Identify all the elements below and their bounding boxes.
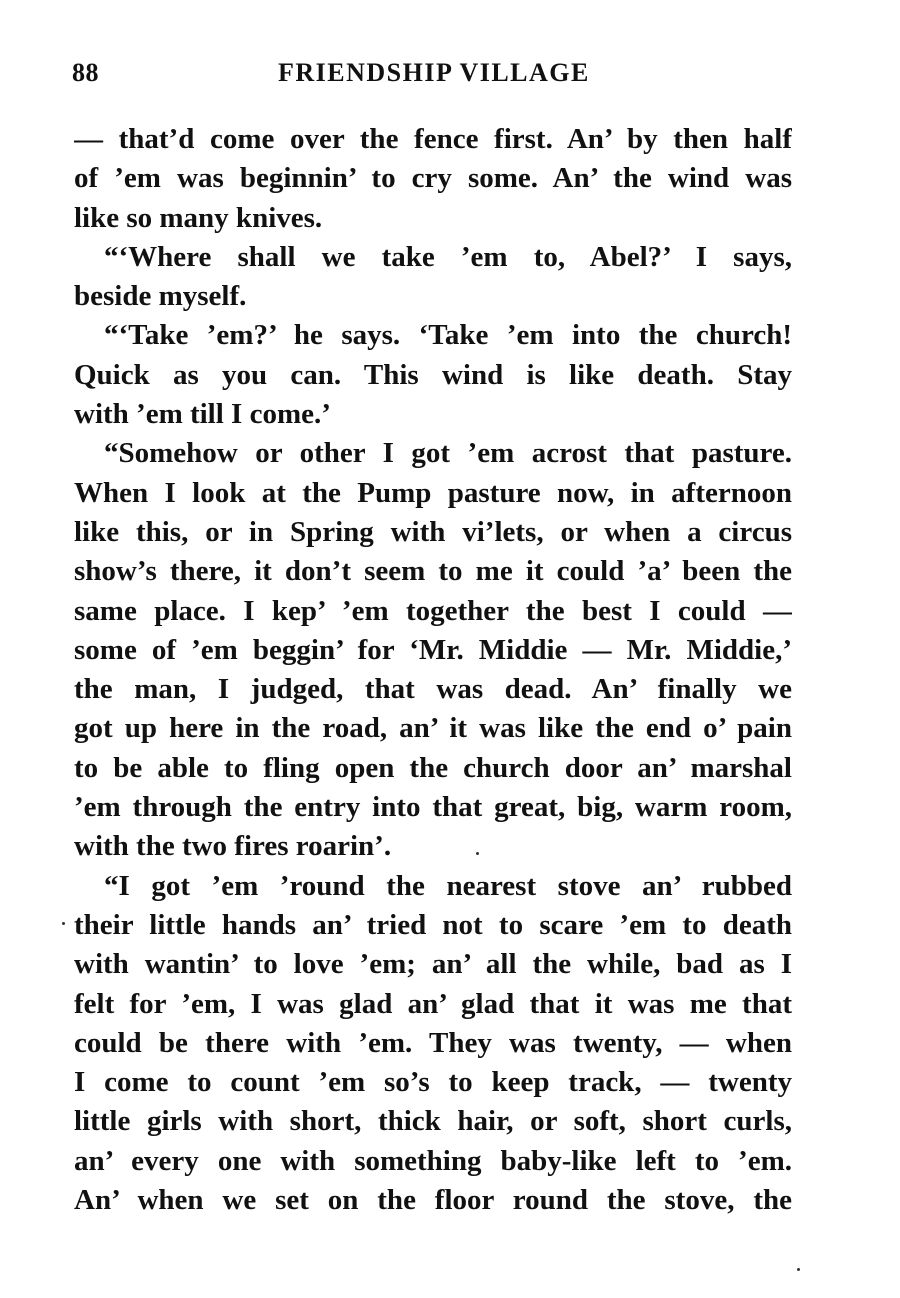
- text-line: some of ’em beggin’ for ‘Mr. Middie — Mr. Middie,’: [74, 633, 792, 666]
- text-line: same place. I kep’ ’em together the best I could —: [74, 594, 792, 627]
- text-line: the man, I judged, that was dead. An’ finally we: [74, 673, 792, 706]
- body-text: [74, 120, 792, 1220]
- scan-speck: [62, 922, 65, 925]
- running-head: [72, 58, 792, 94]
- text-line: felt for ’em, I was glad an’ glad that it was me that: [74, 987, 792, 1020]
- text-line: an’ every one with something baby-like left to ’em.: [74, 1144, 792, 1177]
- text-line: like so many knives.: [74, 201, 323, 234]
- text-line: “Somehow or other I got ’em acrost that pasture.: [104, 437, 792, 470]
- text-line: “‘Take ’em?’ he says. ‘Take ’em into the church!: [104, 319, 792, 352]
- text-line: An’ when we set on the floor round the stove, the: [74, 1184, 792, 1217]
- text-line: of ’em was beginnin’ to cry some. An’ the wind was: [74, 162, 792, 195]
- text-line: little girls with short, thick hair, or soft, short curls,: [74, 1105, 792, 1138]
- text-line: ’em through the entry into that great, big, warm room,: [74, 791, 792, 824]
- text-line: got up here in the road, an’ it was like the end o’ pain: [74, 712, 792, 745]
- text-line: — that’d come over the fence first. An’ by then half: [74, 123, 792, 155]
- scan-speck: [476, 852, 479, 855]
- text-line: with ’em till I come.’: [74, 398, 331, 431]
- text-line: like this, or in Spring with vi’lets, or when a circus: [74, 515, 792, 548]
- text-line: show’s there, it don’t seem to me it could ’a’ been the: [74, 555, 792, 588]
- scan-speck: [797, 1268, 800, 1271]
- text-line: Quick as you can. This wind is like death. Stay: [74, 358, 792, 391]
- text-line: to be able to fling open the church door an’ marshal: [74, 751, 792, 784]
- text-line: with the two fires roarin’.: [74, 830, 392, 863]
- text-line: their little hands an’ tried not to scare ’em to death: [74, 908, 792, 941]
- text-line: beside myself.: [74, 280, 247, 313]
- text-line: with wantin’ to love ’em; an’ all the while, bad as I: [74, 948, 792, 981]
- text-line: “‘Where shall we take ’em to, Abel?’ I says,: [104, 240, 792, 273]
- text-line: When I look at the Pump pasture now, in afternoon: [74, 476, 792, 509]
- text-line: I come to count ’em so’s to keep track, — twenty: [74, 1066, 792, 1099]
- text-line: could be there with ’em. They was twenty, — when: [74, 1026, 792, 1059]
- running-title: FRIENDSHIP VILLAGE: [278, 58, 590, 87]
- text-line: “I got ’em ’round the nearest stove an’ rubbed: [104, 869, 792, 902]
- page-number: 88: [72, 58, 99, 87]
